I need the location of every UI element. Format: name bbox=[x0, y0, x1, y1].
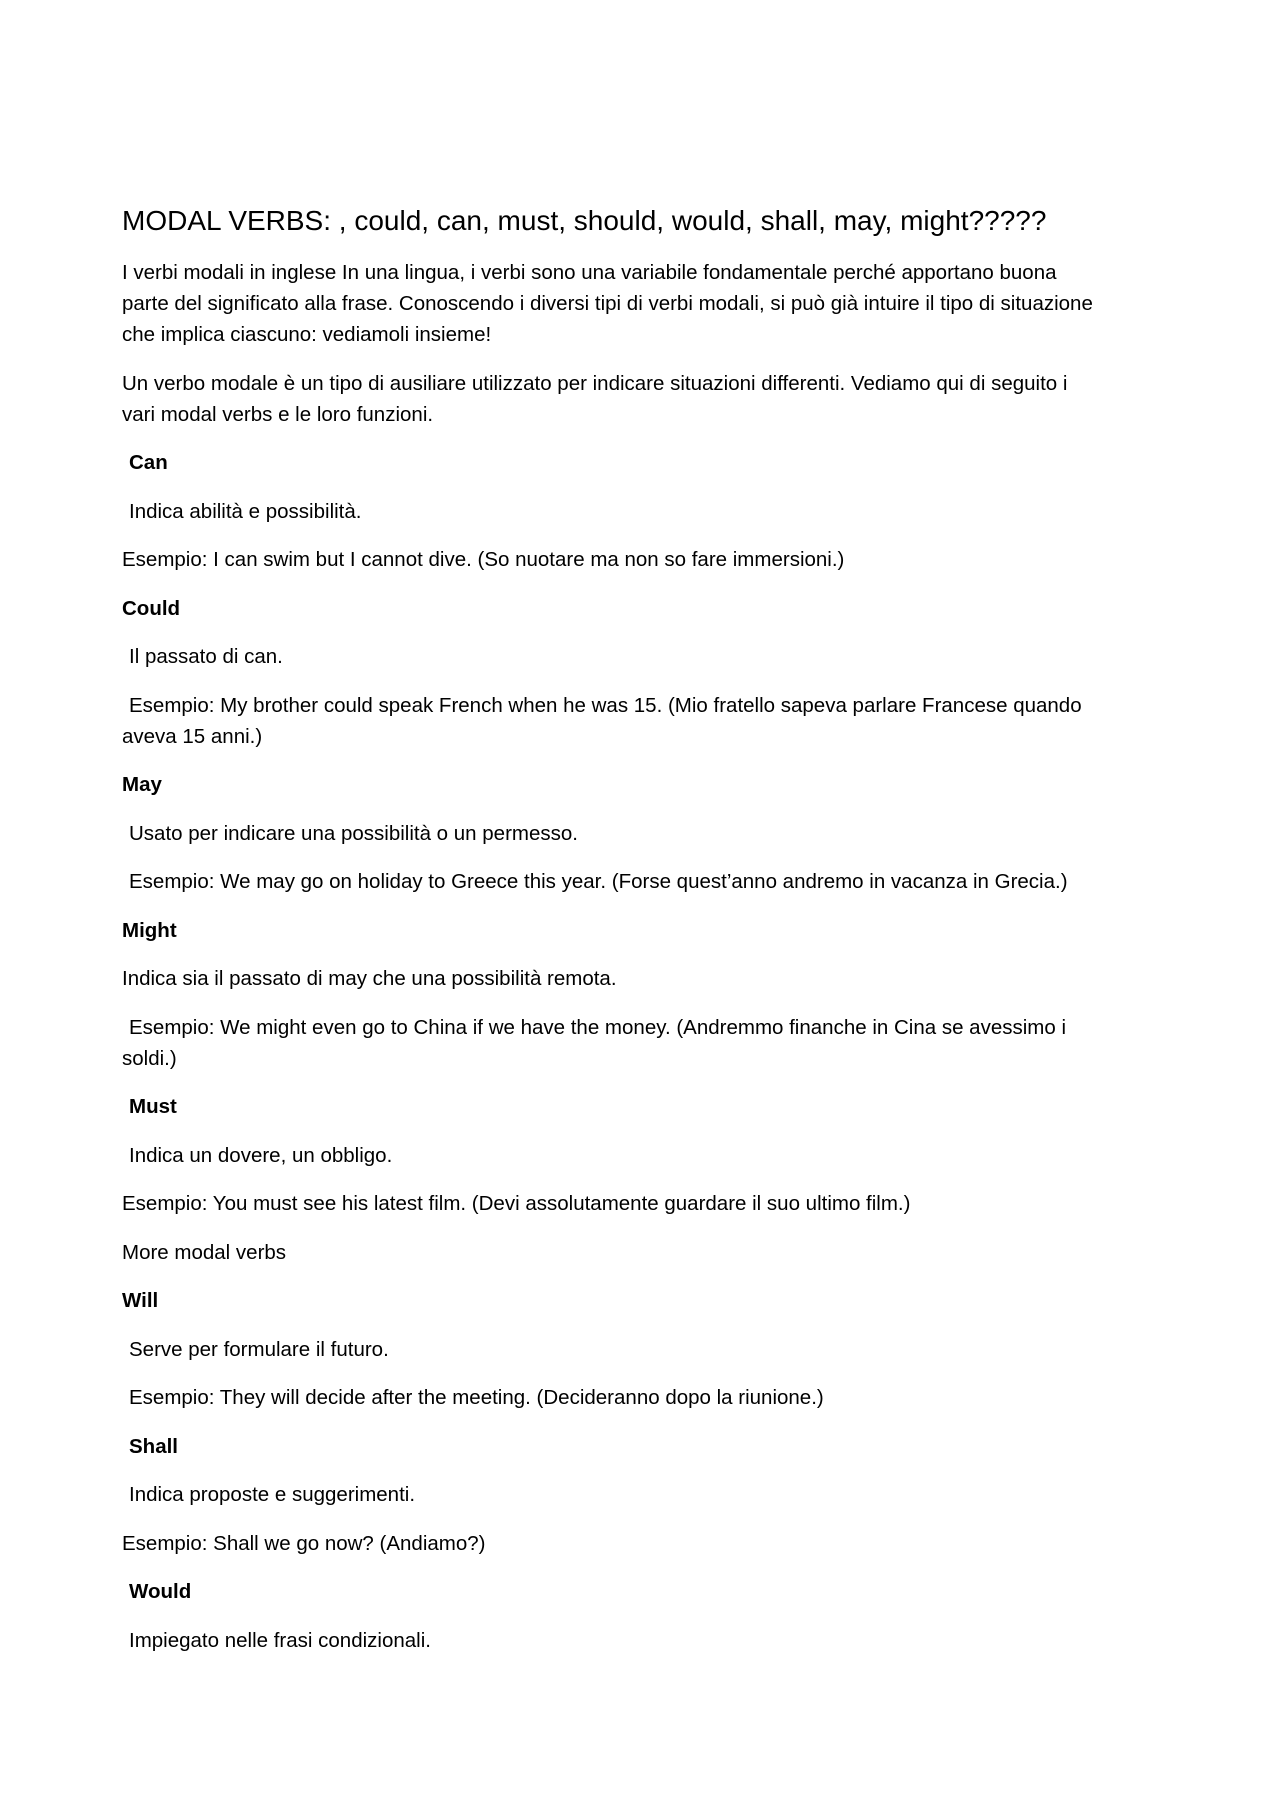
section-description-will: Serve per formulare il futuro. bbox=[129, 1337, 389, 1361]
section-example-can bbox=[122, 544, 1172, 575]
text-line: Esempio: They will decide after the meeting. (Decideranno dopo la riunione.) bbox=[129, 1386, 824, 1409]
section-heading-would: Would bbox=[129, 1580, 192, 1603]
text-line: Esempio: We may go on holiday to Greece this year. (Forse quest’anno andremo in vacanza in Grecia.) bbox=[129, 870, 1068, 893]
section-example-may bbox=[122, 866, 1172, 897]
text-line: soldi.) bbox=[122, 1046, 177, 1070]
section-description-could: Il passato di can. bbox=[129, 645, 283, 668]
section-description-might: Indica sia il passato di may che una possibilità remota. bbox=[122, 967, 617, 990]
section-example-shall bbox=[122, 1528, 1172, 1559]
section-heading-might: Might bbox=[122, 918, 177, 942]
section-description-would: Impiegato nelle frasi condizionali. bbox=[129, 1628, 431, 1652]
section-heading-can: Can bbox=[129, 451, 168, 474]
text-line: parte del significato alla frase. Conoscendo i diversi tipi di verbi modali, si può già intuire il tipo di situazione bbox=[122, 292, 1093, 315]
text-line: che implica ciascuno: vediamoli insieme! bbox=[122, 323, 492, 346]
section-example-will bbox=[122, 1382, 1172, 1413]
section-description-may: Usato per indicare una possibilità o un permesso. bbox=[129, 821, 578, 845]
text-line: I verbi modali in inglese In una lingua, i verbi sono una variabile fondamentale perché apportano buona bbox=[122, 261, 1057, 284]
text-line: Esempio: I can swim but I cannot dive. (So nuotare ma non so fare immersioni.) bbox=[122, 548, 845, 571]
text-line: Esempio: We might even go to China if we have the money. (Andremmo finanche in Cina se avessimo i bbox=[129, 1015, 1067, 1039]
section-heading-may: May bbox=[122, 773, 162, 796]
text-line: vari modal verbs e le loro funzioni. bbox=[122, 402, 434, 426]
section-description-can: Indica abilità e possibilità. bbox=[129, 499, 362, 523]
section-heading-will: Will bbox=[122, 1289, 159, 1312]
section-heading-shall: Shall bbox=[129, 1434, 178, 1458]
text-line: Un verbo modale è un tipo di ausiliare utilizzato per indicare situazioni differenti. Vediamo qui di seguito i bbox=[122, 371, 1068, 395]
section-description-shall: Indica proposte e suggerimenti. bbox=[129, 1483, 416, 1506]
section-heading-must: Must bbox=[129, 1095, 177, 1118]
section-example-must bbox=[122, 1188, 1172, 1219]
section-description-must: Indica un dovere, un obbligo. bbox=[129, 1143, 393, 1167]
more-modal-verbs-label: More modal verbs bbox=[122, 1240, 287, 1264]
section-example-might bbox=[122, 1012, 1172, 1074]
section-example-could bbox=[122, 690, 1172, 752]
text-line: Esempio: Shall we go now? (Andiamo?) bbox=[122, 1531, 486, 1555]
text-line: Esempio: You must see his latest film. (Devi assolutamente guardare il suo ultimo film.) bbox=[122, 1192, 911, 1215]
document-page bbox=[122, 203, 1172, 1673]
text-line: aveva 15 anni.) bbox=[122, 724, 263, 748]
document-title: MODAL VERBS: , could, can, must, should, would, shall, may, might????? bbox=[122, 205, 1047, 236]
text-line: Esempio: My brother could speak French when he was 15. (Mio fratello sapeva parlare Francese quando bbox=[129, 693, 1082, 717]
section-heading-could: Could bbox=[122, 596, 181, 620]
intro-paragraph-2 bbox=[122, 368, 1172, 430]
intro-paragraph-1 bbox=[122, 257, 1172, 350]
